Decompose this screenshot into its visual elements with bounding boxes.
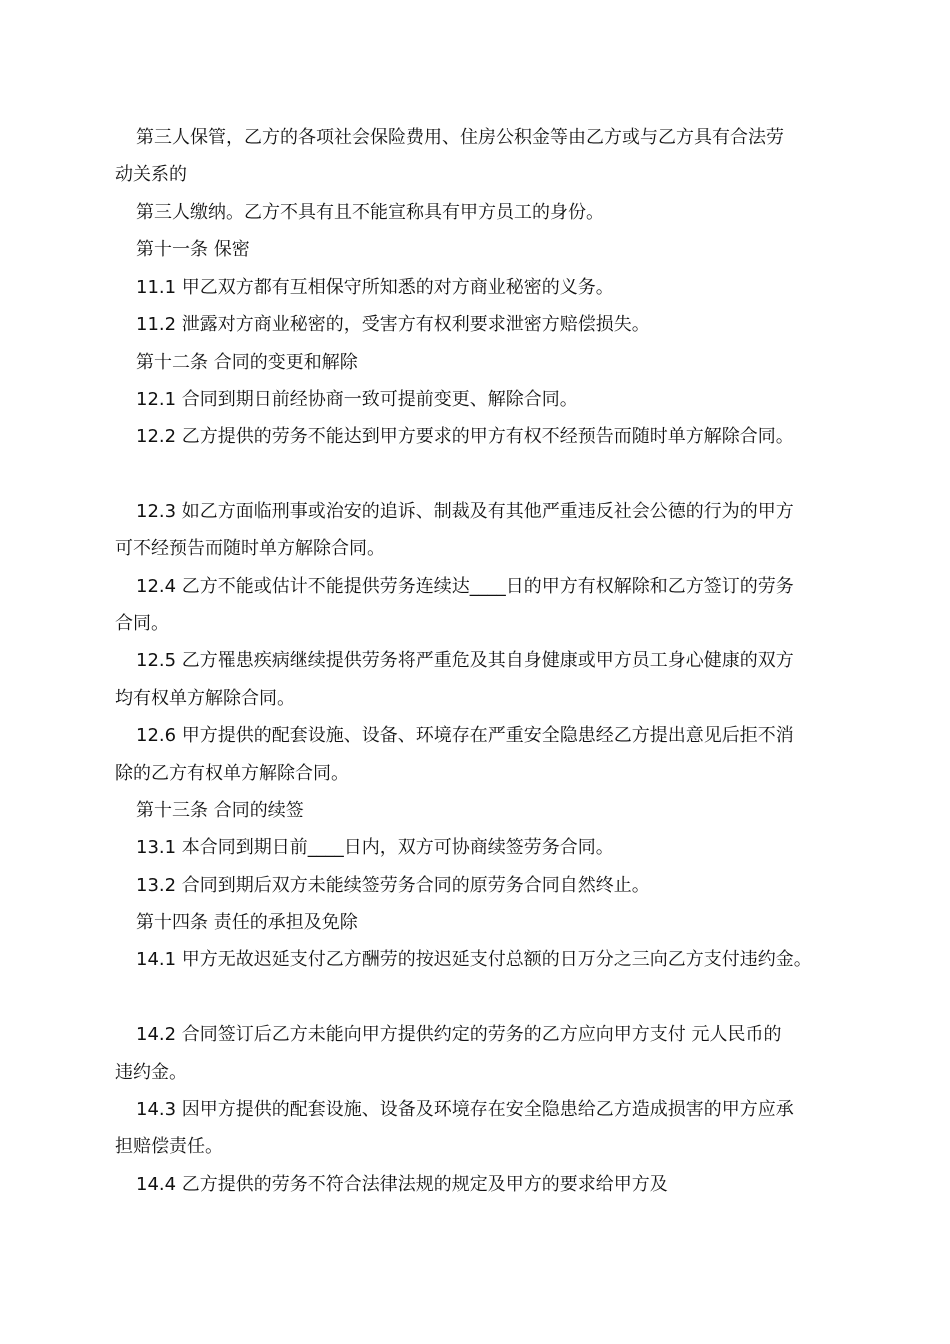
paragraph-line: 第三人保管，乙方的各项社会保险费用、住房公积金等由乙方或与乙方具有合法劳	[136, 127, 784, 148]
clause-line: 11.2 泄露对方商业秘密的，受害方有权利要求泄密方赔偿损失。	[136, 314, 650, 335]
clause-line: 12.1 合同到期日前经协商一致可提前变更、解除合同。	[136, 389, 578, 410]
clause-line: 担赔偿责任。	[115, 1136, 223, 1157]
clause-line: 均有权单方解除合同。	[115, 688, 295, 709]
clause-line: 合同。	[115, 613, 169, 634]
section-heading: 第十一条 保密	[136, 239, 250, 260]
clause-line: 11.1 甲乙双方都有互相保守所知悉的对方商业秘密的义务。	[136, 277, 614, 298]
clause-line: 14.1 甲方无故迟延支付乙方酬劳的按迟延支付总额的日万分之三向乙方支付违约金。	[136, 949, 812, 970]
clause-line: 12.6 甲方提供的配套设施、设备、环境存在严重安全隐患经乙方提出意见后拒不消	[136, 725, 794, 746]
clause-line: 12.3 如乙方面临刑事或治安的追诉、制裁及有其他严重违反社会公德的行为的甲方	[136, 501, 794, 522]
clause-line: 违约金。	[115, 1062, 187, 1083]
clause-line: 14.3 因甲方提供的配套设施、设备及环境存在安全隐患给乙方造成损害的甲方应承	[136, 1099, 794, 1120]
clause-line: 12.2 乙方提供的劳务不能达到甲方要求的甲方有权不经预告而随时单方解除合同。	[136, 426, 794, 447]
clause-line: 可不经预告而随时单方解除合同。	[115, 538, 385, 559]
clause-line: 12.4 乙方不能或估计不能提供劳务连续达____日的甲方有权解除和乙方签订的劳务	[136, 576, 794, 597]
clause-line: 14.4 乙方提供的劳务不符合法律法规的规定及甲方的要求给甲方及	[136, 1174, 668, 1195]
paragraph-line: 第三人缴纳。乙方不具有且不能宣称具有甲方员工的身份。	[136, 202, 604, 223]
clause-line: 12.5 乙方罹患疾病继续提供劳务将严重危及其自身健康或甲方员工身心健康的双方	[136, 650, 794, 671]
section-heading: 第十二条 合同的变更和解除	[136, 352, 358, 373]
clause-line: 13.2 合同到期后双方未能续签劳务合同的原劳务合同自然终止。	[136, 875, 650, 896]
clause-line: 13.1 本合同到期日前____日内，双方可协商续签劳务合同。	[136, 837, 614, 858]
paragraph-line: 动关系的	[115, 164, 187, 185]
clause-line: 除的乙方有权单方解除合同。	[115, 763, 349, 784]
section-heading: 第十三条 合同的续签	[136, 800, 304, 821]
clause-line: 14.2 合同签订后乙方未能向甲方提供约定的劳务的乙方应向甲方支付 元人民币的	[136, 1024, 782, 1045]
section-heading: 第十四条 责任的承担及免除	[136, 912, 358, 933]
